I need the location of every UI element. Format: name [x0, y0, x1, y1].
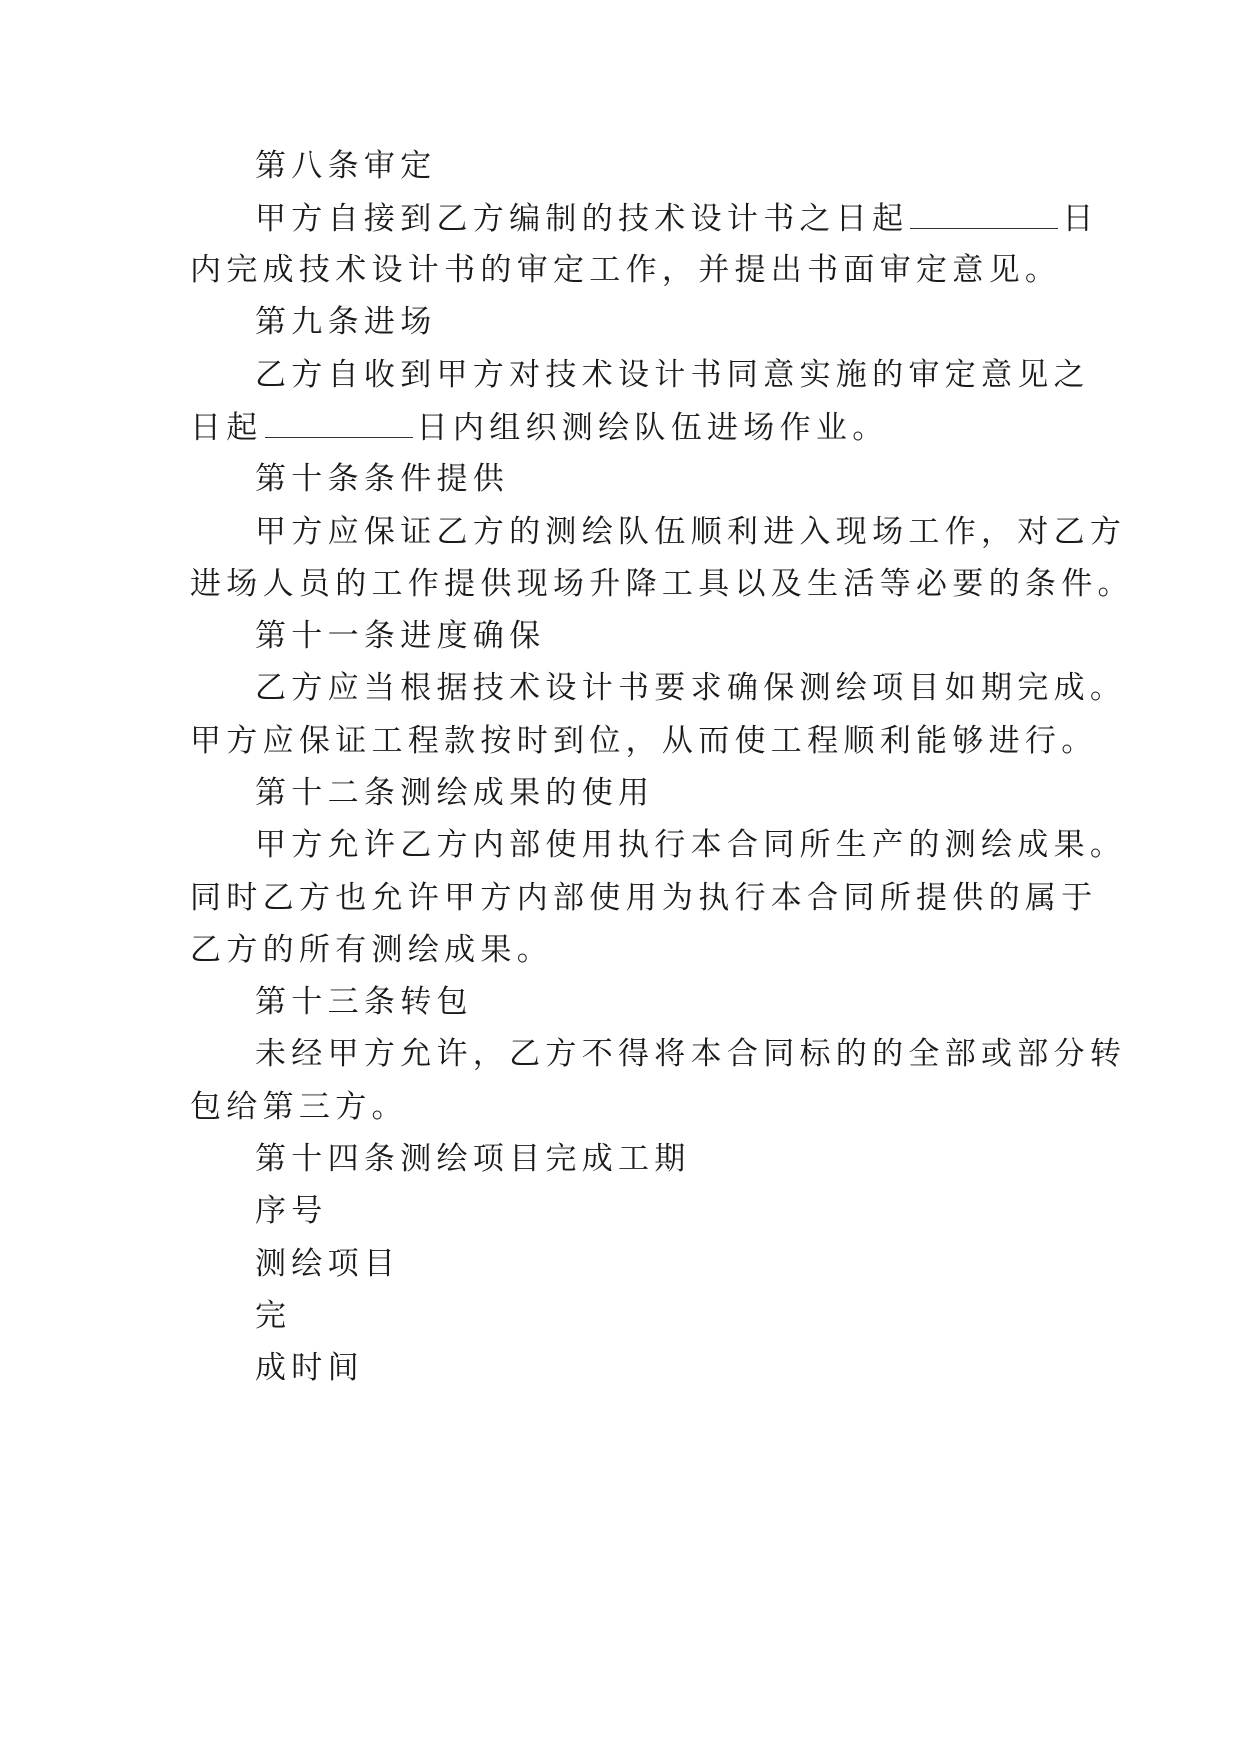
article-8-paragraph-line-1 — [255, 198, 1135, 239]
article-8-title: 第八条审定 — [255, 148, 437, 184]
article-12-paragraph-line-1: 甲方允许乙方内部使用执行本合同所生产的测绘成果。 — [255, 827, 1127, 863]
article-8-text-before-blank: 甲方自接到乙方编制的技术设计书之日起 — [255, 201, 909, 237]
article-11-paragraph-line-1: 乙方应当根据技术设计书要求确保测绘项目如期完成。 — [255, 670, 1127, 706]
article-10-paragraph-line-1: 甲方应保证乙方的测绘队伍顺利进入现场工作，对乙方 — [255, 514, 1127, 550]
article-9-text-after-blank: 日内组织测绘队伍进场作业。 — [416, 410, 889, 446]
article-13-title: 第十三条转包 — [255, 984, 473, 1020]
article-14-title: 第十四条测绘项目完成工期 — [255, 1141, 691, 1177]
article-11-title: 第十一条进度确保 — [255, 618, 546, 654]
article-10-paragraph-line-2: 进场人员的工作提供现场升降工具以及生活等必要的条件。 — [190, 566, 1134, 602]
article-8-text-after-blank: 日 — [1062, 201, 1099, 237]
article-9-paragraph-line-2 — [190, 407, 1070, 448]
article-9-text-before-blank: 日起 — [190, 410, 263, 446]
table-header-completion-time-part-1: 完 — [255, 1298, 292, 1334]
table-header-survey-item: 测绘项目 — [255, 1246, 401, 1282]
article-12-paragraph-line-2: 同时乙方也允许甲方内部使用为执行本合同所提供的属于 — [190, 880, 1098, 916]
article-8-paragraph-line-2: 内完成技术设计书的审定工作，并提出书面审定意见。 — [190, 252, 1062, 288]
article-12-paragraph-line-3: 乙方的所有测绘成果。 — [190, 932, 553, 968]
article-12-title: 第十二条测绘成果的使用 — [255, 775, 655, 811]
article-10-title: 第十条条件提供 — [255, 461, 510, 497]
table-header-serial-number: 序号 — [255, 1193, 328, 1229]
article-13-paragraph-line-1: 未经甲方允许，乙方不得将本合同标的的全部或部分转 — [255, 1036, 1127, 1072]
article-9-title: 第九条进场 — [255, 304, 437, 340]
table-header-completion-time-part-2: 成时间 — [255, 1350, 364, 1386]
article-13-paragraph-line-2: 包给第三方。 — [190, 1089, 408, 1125]
fill-in-blank-days[interactable] — [265, 407, 413, 438]
article-11-paragraph-line-2: 甲方应保证工程款按时到位，从而使工程顺利能够进行。 — [190, 723, 1098, 759]
article-9-paragraph-line-1: 乙方自收到甲方对技术设计书同意实施的审定意见之 — [255, 357, 1090, 393]
fill-in-blank-days[interactable] — [910, 198, 1058, 229]
